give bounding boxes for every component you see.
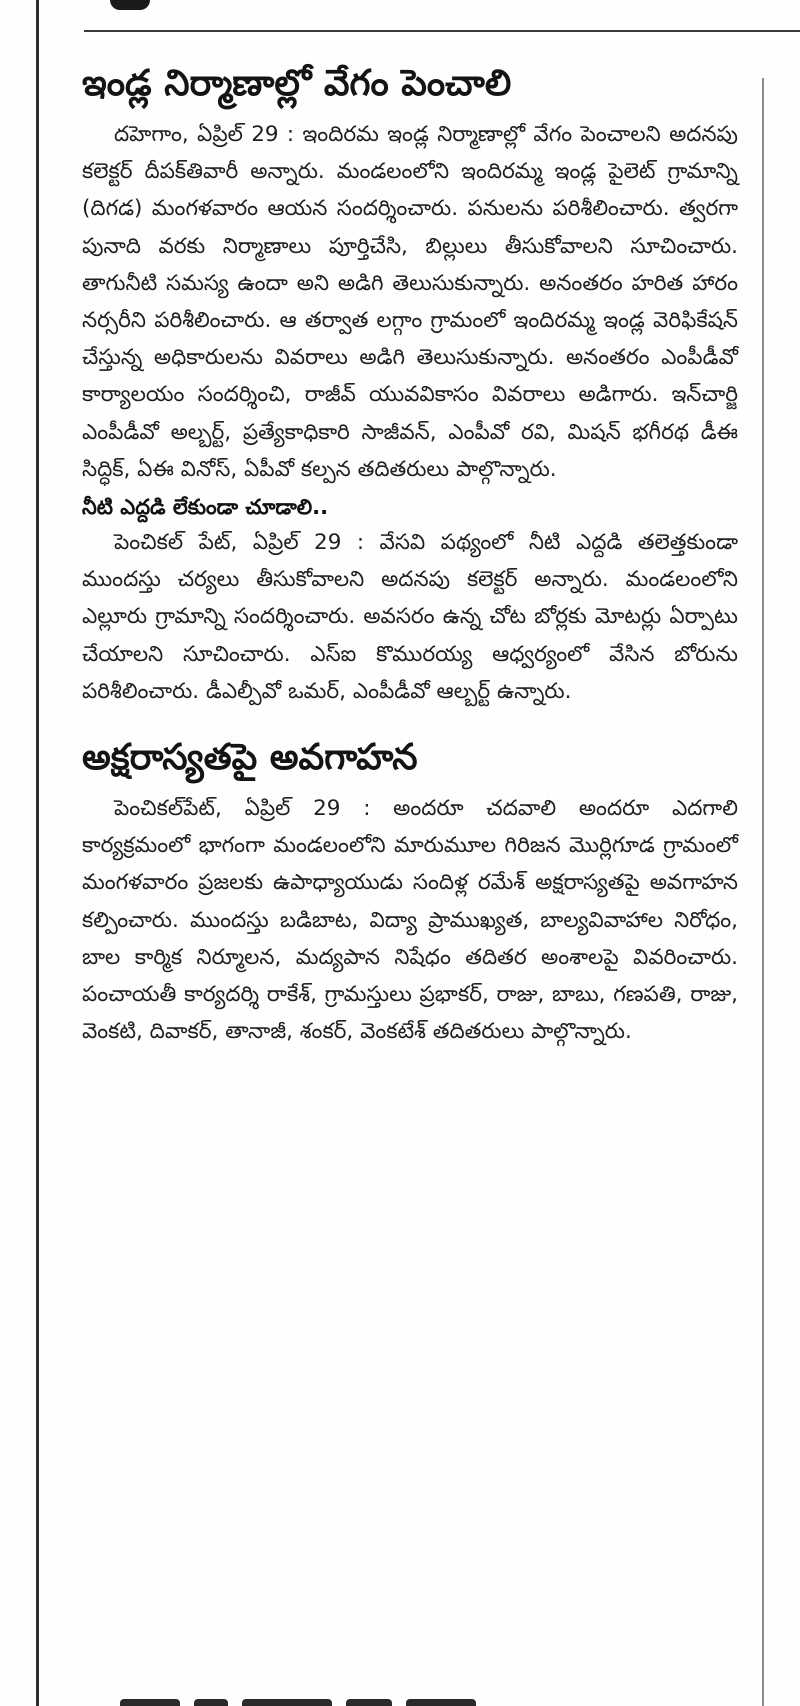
article-housing (82, 56, 738, 710)
cropped-next-article-fragment (120, 1692, 540, 1706)
column-divider-left (36, 0, 39, 1706)
article-subheadline: నీటి ఎద్దడి లేకుండా చూడాలి.. (82, 495, 329, 520)
article-separator-rule (84, 30, 800, 32)
article-body: దహెగాం, ఏప్రిల్ 29 : ఇందిరమ ఇండ్ల నిర్మాణాల్లో వేగం పెంచాలని అదనపు కలెక్టర్ దీపక్‌తివారీ అన్నారు. మండలంలోని ఇందిరమ్మ ఇండ్ల పైలెట్ గ్రామాన్ని (దిగడ) మంగళవారం ఆయన సందర్శించారు. పనులను పరిశీలించారు. త్వరగా పునాది వరకు నిర్మాణాలు పూర్తిచేసి, బిల్లులు తీసుకోవాలని సూచించారు. తాగునీటి సమస్య ఉందా అని అడిగి తెలుసుకున్నారు. అనంతరం హరిత హారం నర్సరీని పరిశీలించారు. ఆ తర్వాత లగ్గాం గ్రామంలో ఇందిరమ్మ ఇండ్ల వెరిఫికేషన్ చేస్తున్న అధికారులను వివరాలు అడిగి తెలుసుకున్నారు. అనంతరం ఎంపీడీవో కార్యాలయం సందర్శించి, రాజీవ్ యువవికాసం వివరాలు అడిగారు. ఇన్‌చార్జి ఎంపీడీవో అల్బర్ట్, ప్రత్యేకాధికారి సాజీవన్, ఎంపీవో రవి, మిషన్ భగీరథ డీఈ సిద్ధిక్, ఏఈ వినోస్, ఏపీవో కల్పన తదితరులు పాల్గొన్నారు. (82, 122, 738, 482)
column-divider-right (762, 78, 764, 1706)
cropped-previous-article-fragment (110, 0, 150, 10)
article-headline: అక్షరాస్యతపై అవగాహన (82, 737, 418, 779)
article-body: పెంచికల్‌పేట్, ఏప్రిల్ 29 : అందరూ చదవాలి అందరూ ఎదగాలి కార్యక్రమంలో భాగంగా మండలంలోని మారుమూల గిరిజన మొర్లిగూడ గ్రామంలో మంగళవారం ప్రజలకు ఉపాధ్యాయుడు సందిళ్ల రమేశ్ అక్షరాస్యతపై అవగాహన కల్పించారు. ముందస్తు బడిబాట, విద్యా ప్రాముఖ్యత, బాల్యవివాహాల నిరోధం, బాల కార్మిక నిర్మూలన, మద్యపాన నిషేధం తదితర అంశాలపై వివరించారు. పంచాయతీ కార్యదర్శి రాకేశ్, గ్రామస్తులు ప్రభాకర్, రాజు, బాబు, గణపతి, రాజు, వెంకటి, దివాకర్, తానాజీ, శంకర్, వెంకటేశ్ తదితరులు పాల్గొన్నారు. (82, 796, 738, 1045)
article-literacy (82, 730, 738, 1050)
article-headline: ఇండ్ల నిర్మాణాల్లో వేగం పెంచాలి (82, 63, 512, 104)
article-body-secondary: పెంచికల్ పేట్, ఏప్రిల్ 29 : వేసవి పథ్యంలో నీటి ఎద్దడి తలెత్తకుండా ముందస్తు చర్యలు తీసుకోవాలని అదనపు కలెక్టర్ అన్నారు. మండలంలోని ఎల్లూరు గ్రామాన్ని సందర్శించారు. అవసరం ఉన్న చోట బోర్లకు మోటర్లు ఏర్పాటు చేయాలని సూచించారు. ఎస్ఐ కొమురయ్య ఆధ్వర్యంలో వేసిన బోరును పరిశీలించారు. డీఎల్పీవో ఒమర్, ఎంపీడీవో ఆల్బర్ట్ ఉన్నారు. (82, 530, 738, 704)
article-column (82, 56, 738, 1050)
